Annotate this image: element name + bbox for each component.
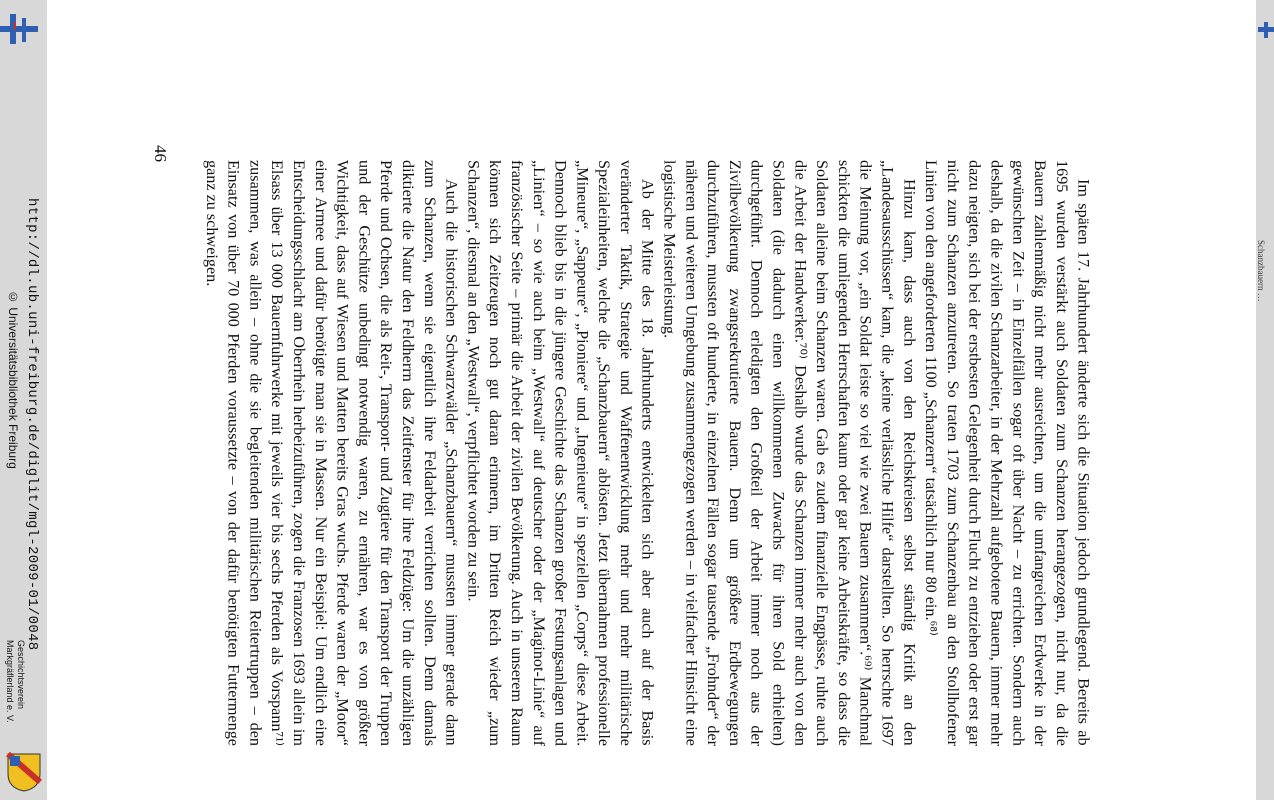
society-name [4,640,26,723]
paragraph: Auch die historischen Schwarzwälder „Schanzbauern“ mussten immer gerade dann zum Schanzen, wenn sie eigentlich ihre Feldarbeit verrichten sollten. Denn damals diktierte die Natur den Feldherrn das Zeitfenster für ihre Feldzüge: Um die unzähligen Pferde und Ochsen, die als Reit-, Transport- und Zugtiere für den Transport der Truppen und der Geschütze unbedingt notwendig waren, zu ernähren, war es von größter Wichtigkeit, dass auf Wiesen und Matten bereits Gras wuchs. Pferde waren der „Motor“ einer Armee und dafür benötigte man sie in Massen. Nur ein Beispiel: Um endlich eine Entscheidungsschlacht am Oberrhein herbeizuführen, zogen die Franzosen 1693 allein im Elsass über 13 000 Bauernfuhrwerke mit jeweils vier bis sechs Pferden als Vorspann⁷¹⁾ zusammen, was allein – ohne die sie begleitenden militärischen Reitertruppen – den Einsatz von über 70 000 Pferden voraussetzte – von der dafür benötigten Futtermenge ganz zu schweigen. [202,160,461,746]
library-logo-icon [0,12,40,48]
viewer-right-margin [1256,0,1274,800]
paragraph: Im späten 17. Jahrhundert änderte sich die Situation jedoch grundlegend. Bereits ab 1695 wurden verstärkt auch Soldaten zum Schanzen herangezogen, nicht nur, da die Bauern zahlenmäßig nicht mehr ausreichten, um die umfangreichen Erdwerke in der gewünschten Zeit – in Einzelfällen sogar oft über Nacht – zu errichten. Sondern auch deshalb, da die zivilen Schanzarbeiter, in der Mehrzahl aufgebotene Bauern, immer mehr dazu neigten, sich bei der erstbesten Gelegenheit durch Flucht zu entziehen oder erst gar nicht zum Schanzen anzutreten. So traten 1703 zum Schanzenbau an den Stollhofener Linien von den angeforderten 1100 „Schanzern“ tatsächlich nur 80 ein.⁶⁸⁾ [922,160,1093,746]
society-line-1: Geschichtsverein [16,640,26,710]
paragraph: Hinzu kam, dass auch von den Reichskreisen selbst ständig Kritik an den „Landesausschüssen“ kam, die „keine verlässliche Hilfe“ darstellten. So herrschte 1697 die Meinung vor, „ein Soldat leiste so viel wie zwei Bauern zusammen“.⁶⁹⁾ Manchmal schickten die umliegenden Herrschaften kaum oder gar keine Arbeitskräfte, so dass die Soldaten alleine beim Schanzen waren. Gab es zudem finanzielle Engpässe, ruhte auch die Arbeit der Handwerker.⁷⁰⁾ Deshalb wurde das Schanzen immer mehr auch von den Soldaten (die dadurch einen willkommenen Zuwachs für ihren Sold erhielten) durchgeführt. Dennoch erledigten den Großteil der Arbeit immer noch aus der Zivilbevölkerung zwangsrekrutierte Bauern. Denn um größere Erdbewegungen durchzuführen, mussten oft hunderte, in einzelnen Fällen sogar tausende „Frohnder“ der näheren und weiteren Umgebung zusammengezogen werden – in vielfacher Hinsicht eine logistische Meisterleistung. [660,160,919,746]
watermark-url: http://dl.ub.uni-freiburg.de/diglit/mgl-2009-01/0048 [24,198,40,651]
society-line-2: Markgräflerland e. V. [5,640,15,723]
running-header: Schanzbauern … [1256,240,1266,302]
paragraph: Ab der Mitte des 18. Jahrhunderts entwickelten sich aber auch auf der Basis veränderter Taktik, Strategie und Waffenentwicklung mehr und mehr militärische Spezialeinheiten, welche die „Schanzbauern“ ablösten. Jetzt übernahmen professionelle „Mineure“, „Sappeure“, „Pioniere“ und „Ingenieure“ in speziellen „Corps“ diese Arbeit. Dennoch blieb bis in die jüngere Geschichte das Schanzen großer Festungsanlagen und „Linien“ – so wie auch beim „Westwall“ auf deutscher oder der „Maginot-Linie“ auf französischer Seite – primär die Arbeit der zivilen Bevölkerung. Auch in unserem Raum können sich Zeitzeugen noch gut daran erinnern, im Dritten Reich wieder „zum Schanzen“, diesmal an den „Westwall“, verpflichtet worden zu sein. [464,160,657,746]
page-number: 46 [151,145,170,162]
watermark-library: © Universitätsbibliothek Freiburg [6,290,20,469]
body-text [200,160,1094,746]
library-logo-fragment-icon [1258,22,1274,38]
coat-of-arms-icon [6,752,42,792]
